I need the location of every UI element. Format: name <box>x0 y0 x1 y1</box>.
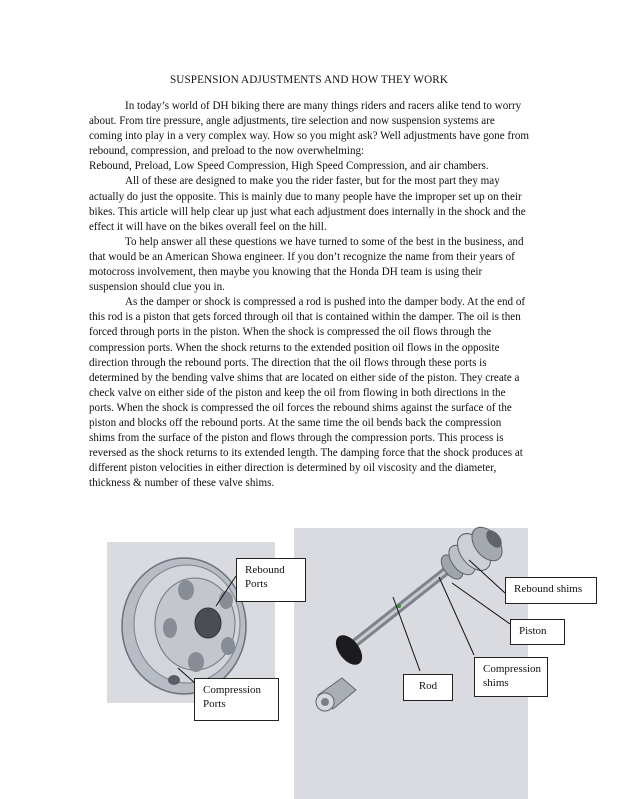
compression-ports-label-line2: Ports <box>203 698 226 710</box>
paragraph-intro: In today’s world of DH biking there are many things riders and racers alike tend to worry about. From tire pressure, angle adjustments, tire selection and now suspension systems are coming into play in a very complex way. How so you might ask? Well adjustments have gone from rebound, compression, and preload to the now overwhelming: <box>89 100 529 158</box>
document-body <box>89 99 529 491</box>
rod-label: Rod <box>403 674 453 701</box>
shock-diagram-figure <box>0 520 618 799</box>
compression-ports-label-line1: Compression <box>203 684 262 696</box>
rebound-ports-label-line1: Rebound <box>245 564 285 576</box>
rebound-ports-label-line2: Ports <box>245 578 268 590</box>
paragraph-setup: All of these are designed to make you the rider faster, but for the most part they may actually do just the opposite. This is mainly due to many people have the improper set up on their bikes. This article will help clear up just what each adjustment does internally in the shock and the effect it will have on the bikes overall feel on the hill. <box>89 175 526 233</box>
rebound-ports-label <box>236 558 306 602</box>
paragraph-adjustment-list: Rebound, Preload, Low Speed Compression, High Speed Compression, and air chambers. <box>89 160 489 173</box>
compression-shims-label-line1: Compression <box>483 663 542 675</box>
paragraph-damper-explanation: As the damper or shock is compressed a rod is pushed into the damper body. At the end of this rod is a piston that gets forced through oil that is contained within the damper. The oil is then forced through ports in the piston. When the shock is compressed the oil flows through the compression ports. When the shock returns to the extended position oil flows in the opposite direction through the rebound ports. The direction that the oil flows through these ports is determined by the bending valve shims that are located on either side of the piston. They create a check valve on either side of the piston and keep the oil from flowing in both directions in the ports. When the shock is compressed the oil forces the rebound shims against the surface of the piston and blocks off the rebound ports. At the same time the oil bends back the compression shims from the surface of the piston and flows through the compression ports. This process is reversed as the shock returns to its extended length. The damping force that the shock produces at different piston velocities in either direction is determined by oil viscosity and the diameter, thickness & number of these valve shims. <box>89 296 526 490</box>
paragraph-showa: To help answer all these questions we have turned to some of the best in the business, and that would be an American Showa engineer. If you don’t recognize the name from their years of motocross involvement, then maybe you knowing that the Honda DH team is using their suspension should clue you in. <box>89 235 524 294</box>
compression-ports-label <box>194 678 279 721</box>
piston-label: Piston <box>510 619 565 645</box>
rebound-shims-label: Rebound shims <box>505 577 597 604</box>
compression-shims-label-line2: shims <box>483 677 509 689</box>
document-title: SUSPENSION ADJUSTMENTS AND HOW THEY WORK <box>169 74 448 86</box>
compression-shims-label <box>474 657 548 697</box>
